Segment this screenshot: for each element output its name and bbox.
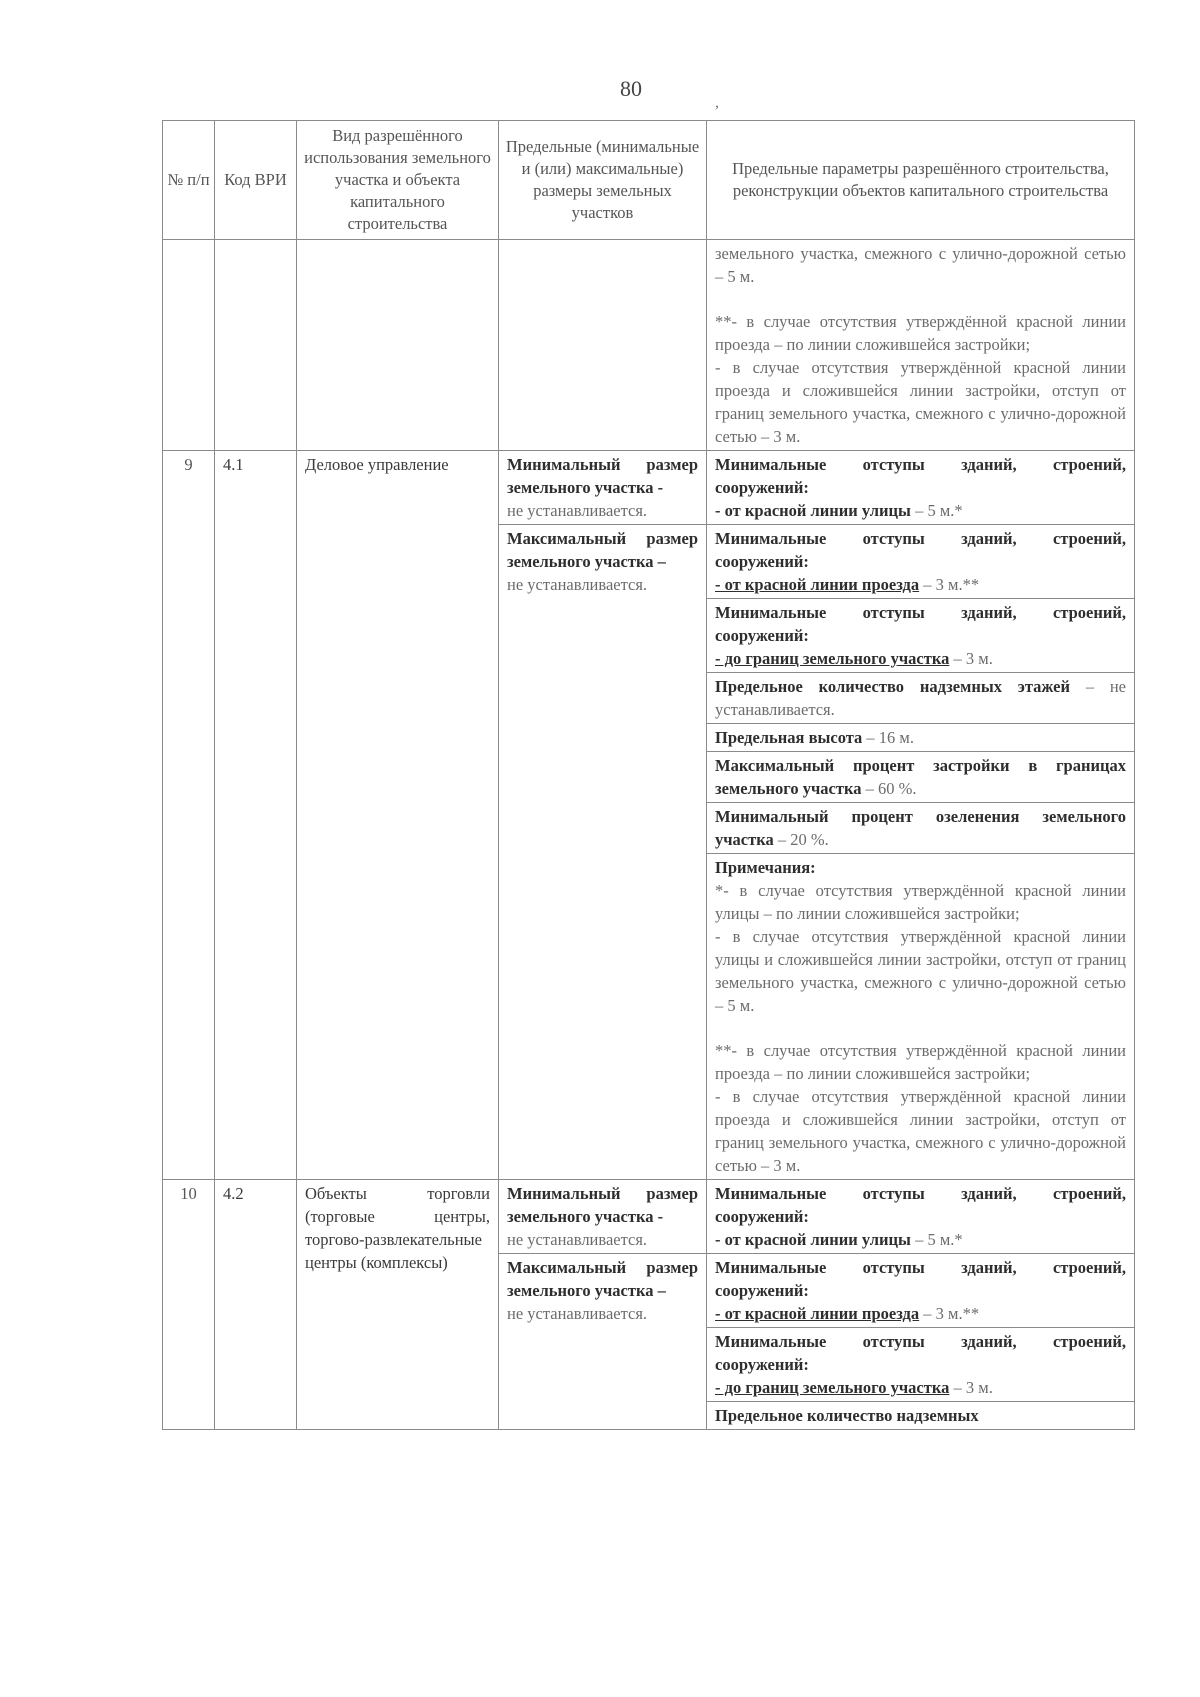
param-heading: Минимальные отступы зданий, строений, сооружений: (715, 455, 1126, 497)
param-value: - до границ земельного участка (715, 649, 950, 668)
header-code: Код ВРИ (215, 121, 297, 240)
cell-empty (297, 240, 499, 451)
vri-code: 4.2 (215, 1180, 297, 1430)
max-plot-size-label: Максимальный размер земельного участка – (507, 1258, 698, 1300)
param-setback-street (707, 1180, 1135, 1254)
min-plot-size-value: не устанавливается. (507, 1230, 648, 1249)
cell-empty (163, 240, 215, 451)
param-heading: Минимальные отступы зданий, строений, сооружений: (715, 1258, 1126, 1300)
table-header-row (163, 121, 1135, 240)
note-paragraph: - в случае отсутствия утверждённой красной линии улицы и сложившейся линии застройки, отступ от границ земельного участка, смежного с улично-дорожной сетью – 5 м. (715, 927, 1126, 1015)
note-paragraph: - в случае отсутствия утверждённой красной линии проезда и сложившейся линии застройки, отступ от границ земельного участка, смежного с улично-дорожной сетью – 3 м. (715, 1087, 1126, 1175)
param-setback-street (707, 451, 1135, 525)
continuation-notes (707, 240, 1135, 451)
param-height (707, 724, 1135, 752)
param-floors: Предельное количество надземных (707, 1402, 1135, 1430)
note-paragraph: **- в случае отсутствия утверждённой красной линии проезда – по линии сложившейся застройки; (715, 1041, 1126, 1083)
min-plot-size-label: Минимальный размер земельного участка - (507, 1184, 698, 1226)
param-heading: Предельное количество надземных этажей (715, 677, 1071, 696)
min-plot-size-label: Минимальный размер земельного участка - (507, 455, 698, 497)
param-number: – 3 м.** (923, 1304, 980, 1323)
permitted-use-table (162, 120, 1135, 1430)
cell-empty (499, 240, 707, 451)
param-min-greenery (707, 803, 1135, 854)
header-num: № п/п (163, 121, 215, 240)
min-plot-size-value: не устанавливается. (507, 501, 648, 520)
param-heading: Минимальные отступы зданий, строений, сооружений: (715, 1332, 1126, 1374)
note-paragraph: - в случае отсутствия утверждённой красной линии проезда и сложившейся линии застройки, отступ от границ земельного участка, смежного с улично-дорожной сетью – 3 м. (715, 358, 1126, 446)
param-number: – 5 м.* (915, 1230, 963, 1249)
page-mark: , (715, 94, 719, 111)
param-number: – 3 м.** (923, 575, 980, 594)
min-plot-size (499, 1180, 707, 1254)
max-plot-size (499, 525, 707, 1180)
page-number: 80 (620, 76, 642, 101)
param-value: - от красной линии улицы (715, 1230, 911, 1249)
row-number: 10 (163, 1180, 215, 1430)
param-value: - до границ земельного участка (715, 1378, 950, 1397)
header-params: Предельные параметры разрешённого строительства, реконструкции объектов капитального строительства (707, 121, 1135, 240)
notes-cell (707, 854, 1135, 1180)
min-plot-size (499, 451, 707, 525)
note-paragraph: земельного участка, смежного с улично-дорожной сетью – 5 м. (715, 244, 1126, 286)
param-setback-driveway (707, 1254, 1135, 1328)
param-heading: Минимальные отступы зданий, строений, сооружений: (715, 603, 1126, 645)
param-max-coverage (707, 752, 1135, 803)
param-heading: Минимальные отступы зданий, строений, сооружений: (715, 1184, 1126, 1226)
param-value: – 60 %. (865, 779, 917, 798)
param-setback-boundary (707, 1328, 1135, 1402)
row-number: 9 (163, 451, 215, 1180)
vri-code: 4.1 (215, 451, 297, 1180)
use-type: Объекты торговли (торговые центры, торгово-развлекательные центры (комплексы) (297, 1180, 499, 1430)
max-plot-size-value: не устанавливается. (507, 1304, 648, 1323)
note-paragraph: *- в случае отсутствия утверждённой красной линии улицы – по линии сложившейся застройки; (715, 881, 1126, 923)
notes-title: Примечания: (715, 858, 816, 877)
param-heading: Минимальный процент озеленения земельного участка (715, 807, 1126, 849)
param-number: – 3 м. (953, 1378, 993, 1397)
param-heading: Максимальный процент застройки в границах земельного участка (715, 756, 1126, 798)
table-row-10 (163, 1180, 1135, 1254)
use-type: Деловое управление (297, 451, 499, 1180)
max-plot-size-label: Максимальный размер земельного участка – (507, 529, 698, 571)
param-value: – 20 %. (777, 830, 829, 849)
param-value: - от красной линии проезда (715, 1304, 920, 1323)
param-heading: Минимальные отступы зданий, строений, сооружений: (715, 529, 1126, 571)
param-number: – 5 м.* (915, 501, 963, 520)
param-value: – не устанавливается. (715, 677, 1127, 719)
param-value: - от красной линии улицы (715, 501, 911, 520)
table-row-continuation (163, 240, 1135, 451)
param-setback-boundary (707, 599, 1135, 673)
max-plot-size (499, 1254, 707, 1430)
header-use-type: Вид разрешённого использования земельного участка и объекта капитального строительства (297, 121, 499, 240)
max-plot-size-value: не устанавливается. (507, 575, 648, 594)
param-setback-driveway (707, 525, 1135, 599)
param-number: – 3 м. (953, 649, 993, 668)
note-paragraph: **- в случае отсутствия утверждённой красной линии проезда – по линии сложившейся застройки; (715, 312, 1126, 354)
param-value: – 16 м. (866, 728, 914, 747)
cell-empty (215, 240, 297, 451)
param-heading: Предельная высота (715, 728, 863, 747)
param-floors (707, 673, 1135, 724)
header-plot-sizes: Предельные (минимальные и (или) максимальные) размеры земельных участков (499, 121, 707, 240)
param-value: - от красной линии проезда (715, 575, 920, 594)
table-row-9 (163, 451, 1135, 525)
